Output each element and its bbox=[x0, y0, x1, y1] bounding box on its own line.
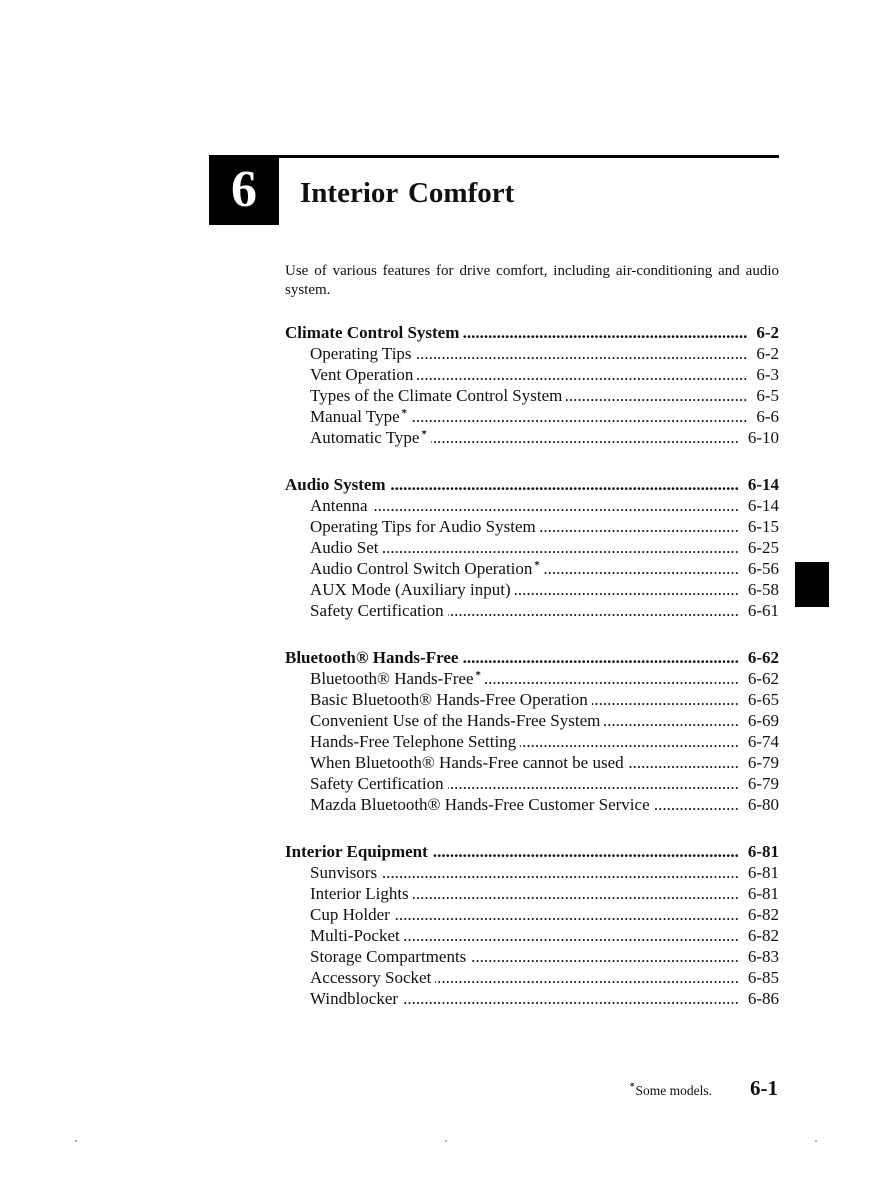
chapter-thumb-tab bbox=[795, 562, 829, 607]
toc-entry-page: 6-82 bbox=[747, 905, 779, 924]
toc-entry-page: 6-74 bbox=[747, 732, 779, 751]
chapter-header-rule bbox=[279, 155, 779, 158]
dot-leader bbox=[432, 841, 739, 862]
dot-leader bbox=[448, 773, 739, 794]
toc-entry-title: Operating Tips bbox=[310, 344, 412, 363]
toc-entry bbox=[285, 773, 779, 794]
toc-section-heading bbox=[285, 322, 779, 343]
toc-section bbox=[285, 647, 779, 815]
some-models-asterisk-icon: * bbox=[401, 408, 407, 419]
dot-leader bbox=[470, 946, 739, 967]
toc-entry bbox=[285, 794, 779, 815]
toc-section-heading bbox=[285, 647, 779, 668]
toc-heading-page: 6-2 bbox=[756, 323, 779, 342]
toc-entry-page: 6-80 bbox=[747, 795, 779, 814]
dot-leader bbox=[463, 322, 747, 343]
footnote-text: Some models. bbox=[635, 1083, 712, 1098]
page-footer bbox=[630, 1076, 778, 1103]
toc-entry bbox=[285, 988, 779, 1009]
toc-entry-page: 6-58 bbox=[747, 580, 779, 599]
dot-leader bbox=[448, 600, 739, 621]
toc-entry bbox=[285, 731, 779, 752]
chapter-intro: Use of various features for drive comfort, including air-conditioning and audio system. bbox=[285, 263, 779, 298]
dot-leader bbox=[394, 904, 739, 925]
toc-entry-title: Basic Bluetooth® Hands-Free Operation bbox=[310, 690, 588, 709]
toc-entry-title: Multi-Pocket bbox=[310, 926, 400, 945]
toc-section-heading bbox=[285, 474, 779, 495]
toc-heading-page: 6-81 bbox=[747, 842, 779, 861]
dot-leader bbox=[431, 427, 739, 448]
toc-section bbox=[285, 841, 779, 1009]
toc-entry-page: 6-79 bbox=[747, 774, 779, 793]
dot-leader bbox=[544, 558, 739, 579]
scan-mark bbox=[815, 1140, 817, 1142]
toc-heading-title: Bluetooth® Hands-Free bbox=[285, 648, 459, 667]
toc-entry-page: 6-14 bbox=[747, 496, 779, 515]
toc-entry bbox=[285, 668, 779, 689]
dot-leader bbox=[462, 647, 738, 668]
toc-heading-page: 6-14 bbox=[747, 475, 779, 494]
toc-entry-page: 6-65 bbox=[747, 690, 779, 709]
toc-entry-page: 6-3 bbox=[756, 365, 779, 384]
page-number: 6-1 bbox=[750, 1076, 778, 1100]
toc-entry-page: 6-83 bbox=[747, 947, 779, 966]
dot-leader bbox=[592, 689, 739, 710]
toc-entry bbox=[285, 862, 779, 883]
toc-entry-page: 6-82 bbox=[747, 926, 779, 945]
toc-entry-title: Operating Tips for Audio System bbox=[310, 517, 536, 536]
dot-leader bbox=[654, 794, 739, 815]
dot-leader bbox=[402, 988, 739, 1009]
toc-entry-page: 6-61 bbox=[747, 601, 779, 620]
dot-leader bbox=[604, 710, 738, 731]
toc-entry bbox=[285, 406, 779, 427]
toc-entry-title: Automatic Type bbox=[310, 428, 420, 447]
toc-section bbox=[285, 474, 779, 621]
dot-leader bbox=[515, 579, 739, 600]
toc-heading-title: Audio System bbox=[285, 475, 386, 494]
toc-entry bbox=[285, 343, 779, 364]
toc-entry bbox=[285, 904, 779, 925]
dot-leader bbox=[566, 385, 747, 406]
toc-entry-page: 6-85 bbox=[747, 968, 779, 987]
toc-entry-title: When Bluetooth® Hands-Free cannot be used bbox=[310, 753, 624, 772]
toc-entry-page: 6-81 bbox=[747, 884, 779, 903]
toc-entry bbox=[285, 946, 779, 967]
toc-entry-title: Hands-Free Telephone Setting bbox=[310, 732, 517, 751]
dot-leader bbox=[381, 862, 739, 883]
toc-section-heading bbox=[285, 841, 779, 862]
toc-heading-title: Interior Equipment bbox=[285, 842, 428, 861]
toc-entry bbox=[285, 967, 779, 988]
toc-entry bbox=[285, 427, 779, 448]
toc-entry-page: 6-6 bbox=[756, 407, 779, 426]
toc-entry-page: 6-56 bbox=[747, 559, 779, 578]
dot-leader bbox=[485, 668, 739, 689]
toc-heading-page: 6-62 bbox=[747, 648, 779, 667]
toc-entry-title: AUX Mode (Auxiliary input) bbox=[310, 580, 511, 599]
toc-entry-title: Antenna bbox=[310, 496, 368, 515]
toc-entry bbox=[285, 752, 779, 773]
toc-entry bbox=[285, 495, 779, 516]
dot-leader bbox=[390, 474, 739, 495]
footnote-asterisk-icon: * bbox=[629, 1082, 635, 1092]
toc-entry-page: 6-69 bbox=[747, 711, 779, 730]
toc-entry bbox=[285, 600, 779, 621]
toc-entry-title: Cup Holder bbox=[310, 905, 390, 924]
toc-entry-page: 6-5 bbox=[756, 386, 779, 405]
some-models-asterisk-icon: * bbox=[475, 670, 481, 681]
dot-leader bbox=[372, 495, 739, 516]
toc-entry-page: 6-62 bbox=[747, 669, 779, 688]
dot-leader bbox=[416, 343, 748, 364]
toc-entry-page: 6-10 bbox=[747, 428, 779, 447]
toc-entry-title: Manual Type bbox=[310, 407, 400, 426]
toc-entry bbox=[285, 537, 779, 558]
table-of-contents bbox=[285, 322, 779, 1035]
toc-entry-page: 6-81 bbox=[747, 863, 779, 882]
toc-entry-page: 6-2 bbox=[756, 344, 779, 363]
toc-entry-title: Mazda Bluetooth® Hands-Free Customer Service bbox=[310, 795, 650, 814]
dot-leader bbox=[382, 537, 738, 558]
dot-leader bbox=[628, 752, 739, 773]
toc-entry bbox=[285, 883, 779, 904]
toc-entry-title: Storage Compartments bbox=[310, 947, 467, 966]
toc-entry-page: 6-15 bbox=[747, 517, 779, 536]
toc-entry bbox=[285, 925, 779, 946]
scan-mark bbox=[445, 1140, 447, 1142]
toc-entry-title: Bluetooth® Hands-Free bbox=[310, 669, 474, 688]
toc-entry-title: Sunvisors bbox=[310, 863, 378, 882]
dot-leader bbox=[404, 925, 739, 946]
chapter-number-box: 6 bbox=[209, 155, 279, 225]
toc-heading-title: Climate Control System bbox=[285, 323, 460, 342]
dot-leader bbox=[411, 406, 747, 427]
toc-entry-title: Windblocker bbox=[310, 989, 399, 1008]
dot-leader bbox=[413, 883, 739, 904]
toc-entry-page: 6-25 bbox=[747, 538, 779, 557]
toc-entry bbox=[285, 516, 779, 537]
dot-leader bbox=[540, 516, 739, 537]
toc-entry-page: 6-86 bbox=[747, 989, 779, 1008]
toc-entry-title: Vent Operation bbox=[310, 365, 414, 384]
dot-leader bbox=[435, 967, 739, 988]
toc-entry-title: Audio Control Switch Operation bbox=[310, 559, 533, 578]
toc-entry-title: Interior Lights bbox=[310, 884, 409, 903]
toc-entry bbox=[285, 689, 779, 710]
toc-entry bbox=[285, 579, 779, 600]
toc-entry bbox=[285, 364, 779, 385]
toc-entry bbox=[285, 385, 779, 406]
dot-leader bbox=[417, 364, 747, 385]
toc-entry-title: Types of the Climate Control System bbox=[310, 386, 563, 405]
scan-mark bbox=[75, 1140, 77, 1142]
toc-entry-title: Convenient Use of the Hands-Free System bbox=[310, 711, 601, 730]
toc-section bbox=[285, 322, 779, 448]
toc-entry-title: Audio Set bbox=[310, 538, 379, 557]
dot-leader bbox=[520, 731, 739, 752]
some-models-asterisk-icon: * bbox=[421, 429, 427, 440]
chapter-title: Interior Comfort bbox=[300, 177, 515, 209]
toc-entry-title: Safety Certification bbox=[310, 774, 444, 793]
toc-entry-title: Accessory Socket bbox=[310, 968, 432, 987]
toc-entry-title: Safety Certification bbox=[310, 601, 444, 620]
some-models-asterisk-icon: * bbox=[534, 560, 540, 571]
toc-entry bbox=[285, 710, 779, 731]
toc-entry bbox=[285, 558, 779, 579]
toc-entry-page: 6-79 bbox=[747, 753, 779, 772]
